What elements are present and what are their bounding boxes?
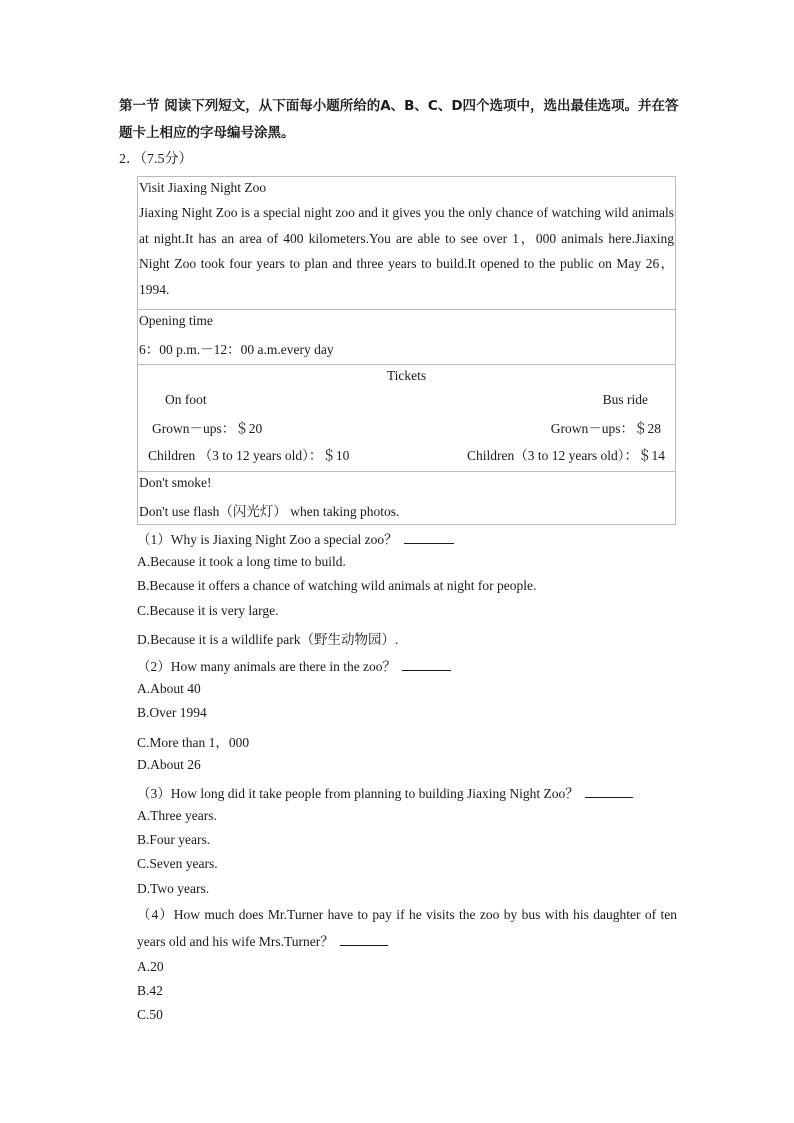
question-1 <box>137 528 677 548</box>
tickets-section <box>138 364 675 472</box>
rule-no-smoke: Don't smoke! <box>139 475 212 490</box>
option-3a[interactable]: A.Three years. <box>137 808 217 823</box>
opening-label: Opening time <box>139 313 213 328</box>
option-1c[interactable]: C.Because it is very large. <box>137 603 279 618</box>
answer-blank-2[interactable] <box>402 658 451 671</box>
option-2c[interactable]: C.More than 1，000 <box>137 735 250 750</box>
bus-adult-price: Grown－ups：＄28 <box>550 421 661 436</box>
option-3c[interactable]: C.Seven years. <box>137 856 218 871</box>
question-4-stem: （4）How much does Mr.Turner have to pay if he visits the zoo by bus with his daughter of ten years old and his wife Mrs.Turner？ <box>137 907 677 949</box>
answer-blank-3[interactable] <box>585 785 633 798</box>
foot-child-price: Children （3 to 12 years old）：＄10 <box>148 448 350 463</box>
rules-section <box>138 471 675 527</box>
opening-hours: 6：00 p.m.－12：00 a.m.every day <box>139 342 334 357</box>
option-3d[interactable]: D.Two years. <box>137 881 210 896</box>
section-heading: 第一节 阅读下列短文，从下面每小题所给的A、B、C、D四个选项中，选出最佳选项。并在答题卡上相应的字母编号涂黑。 <box>119 98 679 141</box>
passage-body: Jiaxing Night Zoo is a special night zoo and it gives you the only chance of watching wild animals at night.It has an area of 400 kilometers.You are able to see over 1，000 animals here.Jiaxing Night Zoo took four years to plan and three years to build.It opened to the public on May 26，1994. <box>139 205 674 297</box>
option-2d[interactable]: D.About 26 <box>137 757 201 772</box>
foot-adult-price: Grown－ups：＄20 <box>152 421 263 436</box>
option-1a[interactable]: A.Because it took a long time to build. <box>137 554 346 569</box>
passage-box <box>137 176 676 525</box>
on-foot-label: On foot <box>165 392 207 407</box>
opening-section <box>138 309 675 365</box>
passage-title: Visit Jiaxing Night Zoo <box>139 180 267 195</box>
question-3 <box>137 782 677 802</box>
question-4 <box>137 901 677 955</box>
option-2b[interactable]: B.Over 1994 <box>137 705 207 720</box>
answer-blank-4[interactable] <box>340 933 388 946</box>
option-1d[interactable]: D.Because it is a wildlife park（野生动物园）. <box>137 632 399 647</box>
option-4a[interactable]: A.20 <box>137 959 164 974</box>
answer-blank-1[interactable] <box>404 531 454 544</box>
rule-no-flash: Don't use flash（闪光灯） when taking photos. <box>139 504 400 519</box>
question-3-stem: （3）How long did it take people from planning to building Jiaxing Night Zoo？ <box>137 786 579 801</box>
option-4b[interactable]: B.42 <box>137 983 163 998</box>
option-2a[interactable]: A.About 40 <box>137 681 201 696</box>
option-1b[interactable]: B.Because it offers a chance of watching wild animals at night for people. <box>137 578 537 593</box>
question-2 <box>137 655 677 675</box>
intro-section <box>138 177 675 309</box>
bus-child-price: Children（3 to 12 years old）：＄14 <box>467 448 665 463</box>
question-2-stem: （2）How many animals are there in the zoo？ <box>137 659 397 674</box>
tickets-header: Tickets <box>386 368 427 383</box>
option-4c[interactable]: C.50 <box>137 1007 163 1022</box>
question-number: 2．（7.5分） <box>119 152 193 167</box>
question-1-stem: （1）Why is Jiaxing Night Zoo a special zoo？ <box>137 532 398 547</box>
option-3b[interactable]: B.Four years. <box>137 832 211 847</box>
bus-ride-label: Bus ride <box>602 392 648 407</box>
